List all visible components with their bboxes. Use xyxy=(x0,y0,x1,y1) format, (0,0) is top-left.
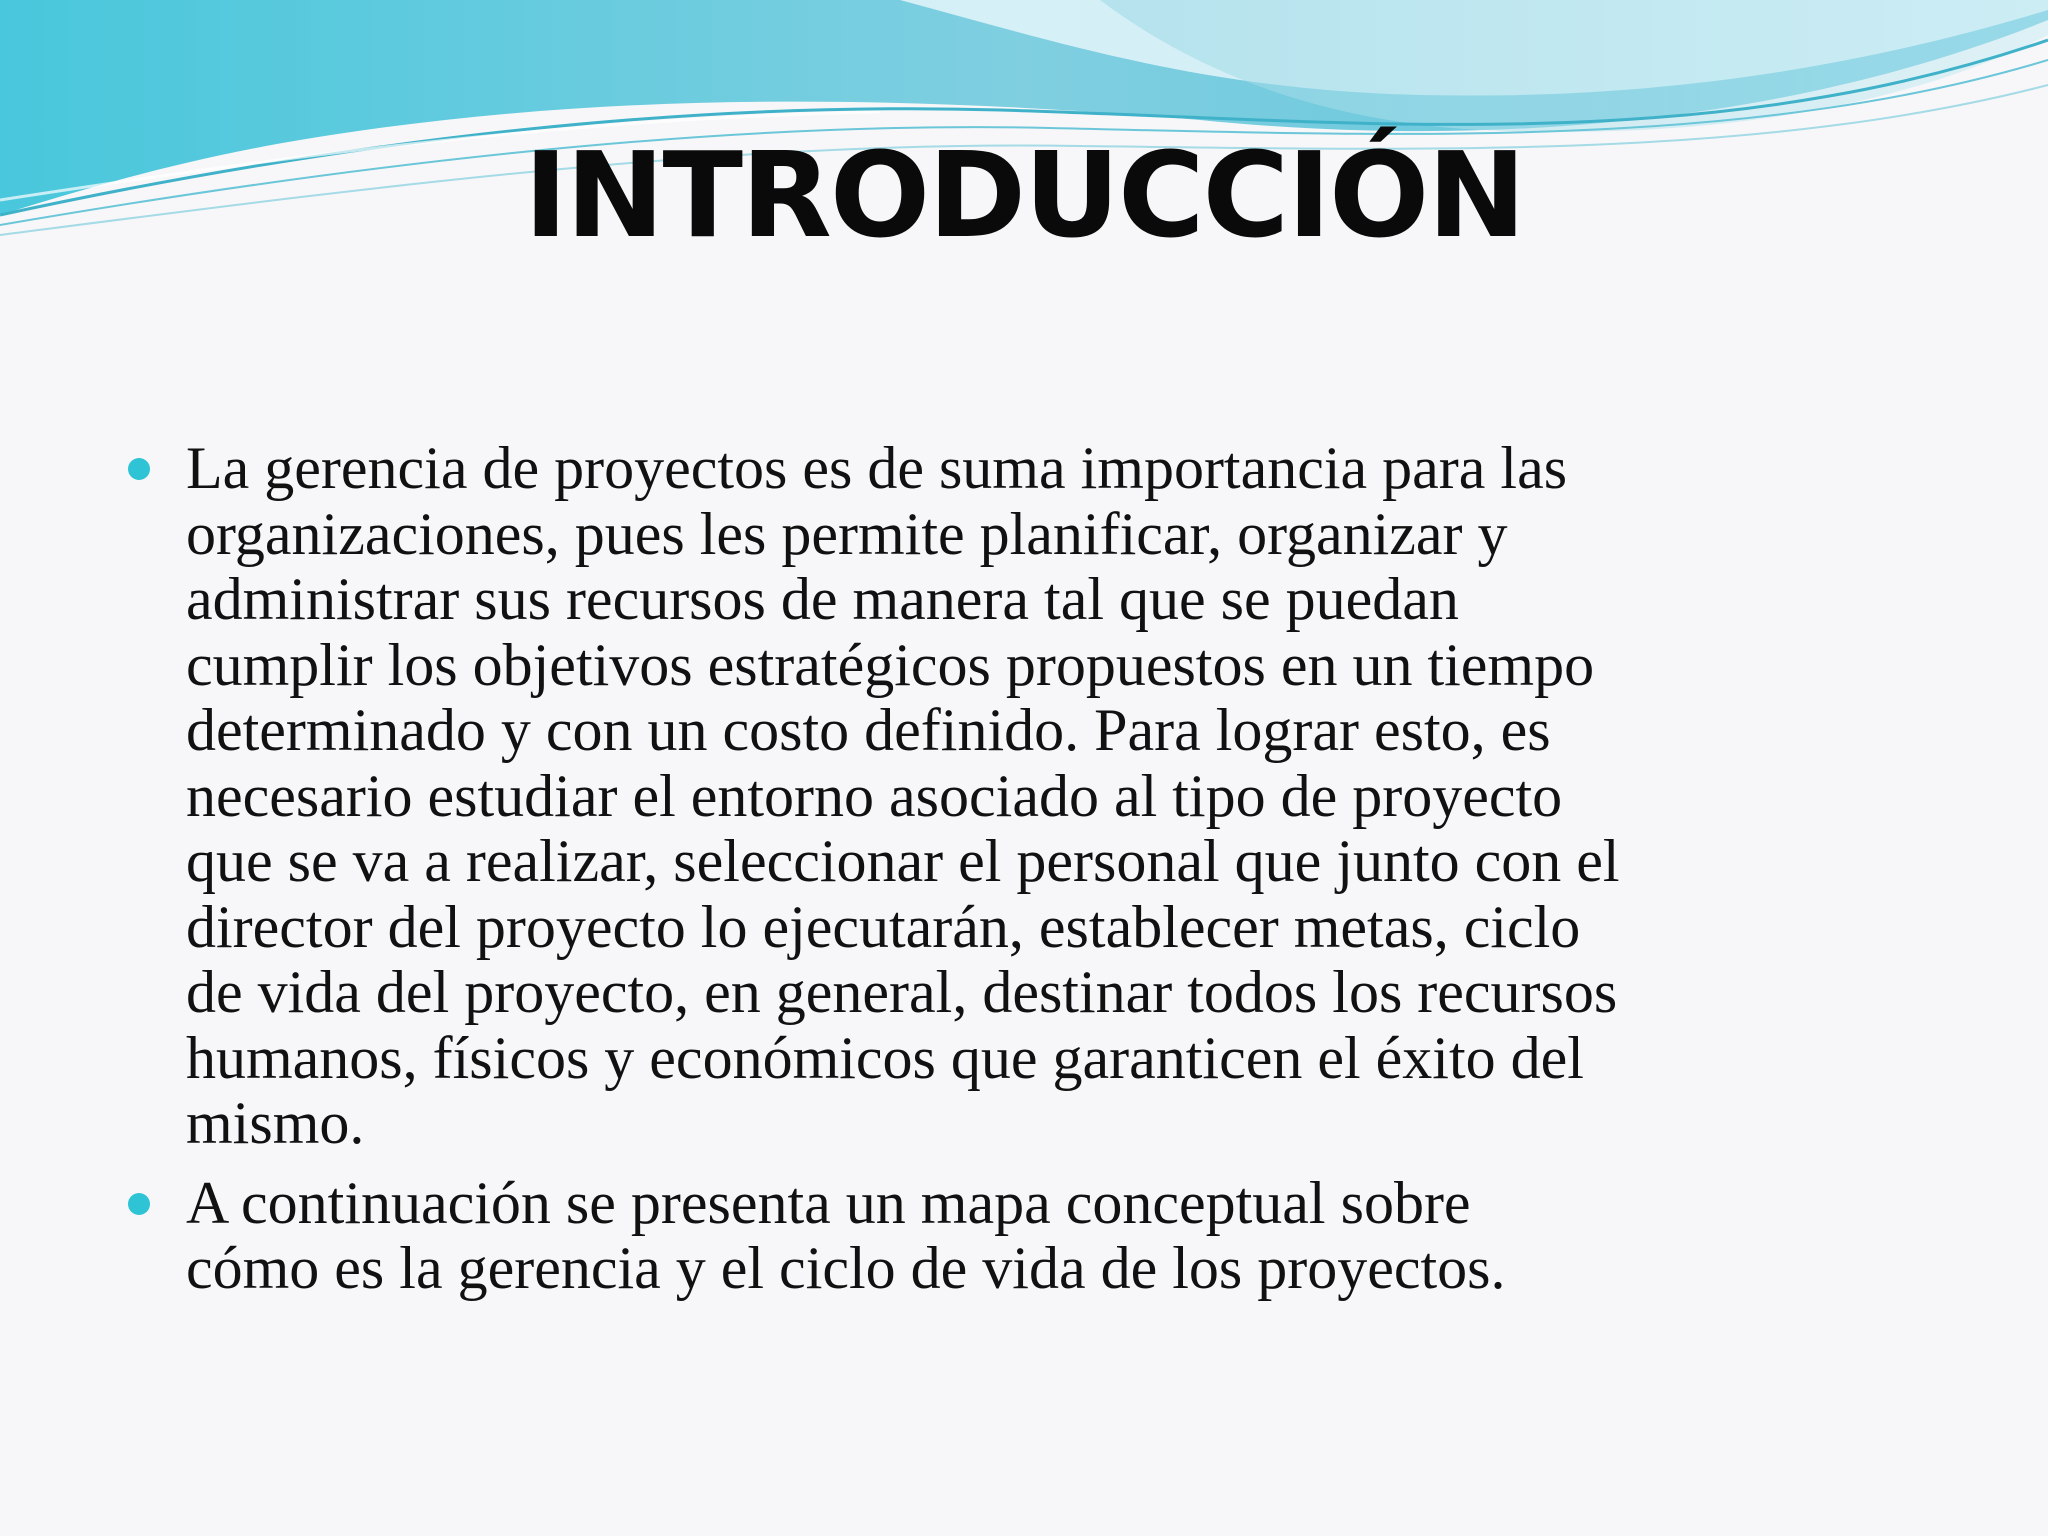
bullet-line: A continuación se presenta un mapa conceptual sobre xyxy=(186,1169,1471,1236)
bullet-item xyxy=(128,436,1928,1157)
bullet-line: cumplir los objetivos estratégicos propuestos en un tiempo xyxy=(186,631,1595,698)
bullet-line: administrar sus recursos de manera tal que se puedan xyxy=(186,566,1459,632)
bullet-list xyxy=(128,436,1928,1316)
bullet-line: humanos, físicos y económicos que garanticen el éxito del xyxy=(186,1024,1584,1091)
bullet-line: que se va a realizar, seleccionar el personal que junto con el xyxy=(186,828,1620,894)
bullet-line: necesario estudiar el entorno asociado al tipo de proyecto xyxy=(186,762,1563,829)
bullet-line: mismo. xyxy=(186,1090,365,1156)
bullet-line: de vida del proyecto, en general, destinar todos los recursos xyxy=(186,959,1618,1025)
bullet-line: director del proyecto lo ejecutarán, establecer metas, ciclo xyxy=(186,893,1581,960)
bullet-dot-icon xyxy=(128,1193,150,1215)
slide-title: INTRODUCCIÓN xyxy=(523,126,1525,264)
bullet-line: organizaciones, pues les permite planificar, organizar y xyxy=(186,500,1508,567)
bullet-dot-icon xyxy=(128,458,150,480)
bullet-item xyxy=(128,1171,1928,1302)
bullet-line: cómo es la gerencia y el ciclo de vida de los proyectos. xyxy=(186,1235,1506,1301)
bullet-line: La gerencia de proyectos es de suma importancia para las xyxy=(186,435,1568,501)
bullet-line: determinado y con un costo definido. Para lograr esto, es xyxy=(186,697,1551,763)
